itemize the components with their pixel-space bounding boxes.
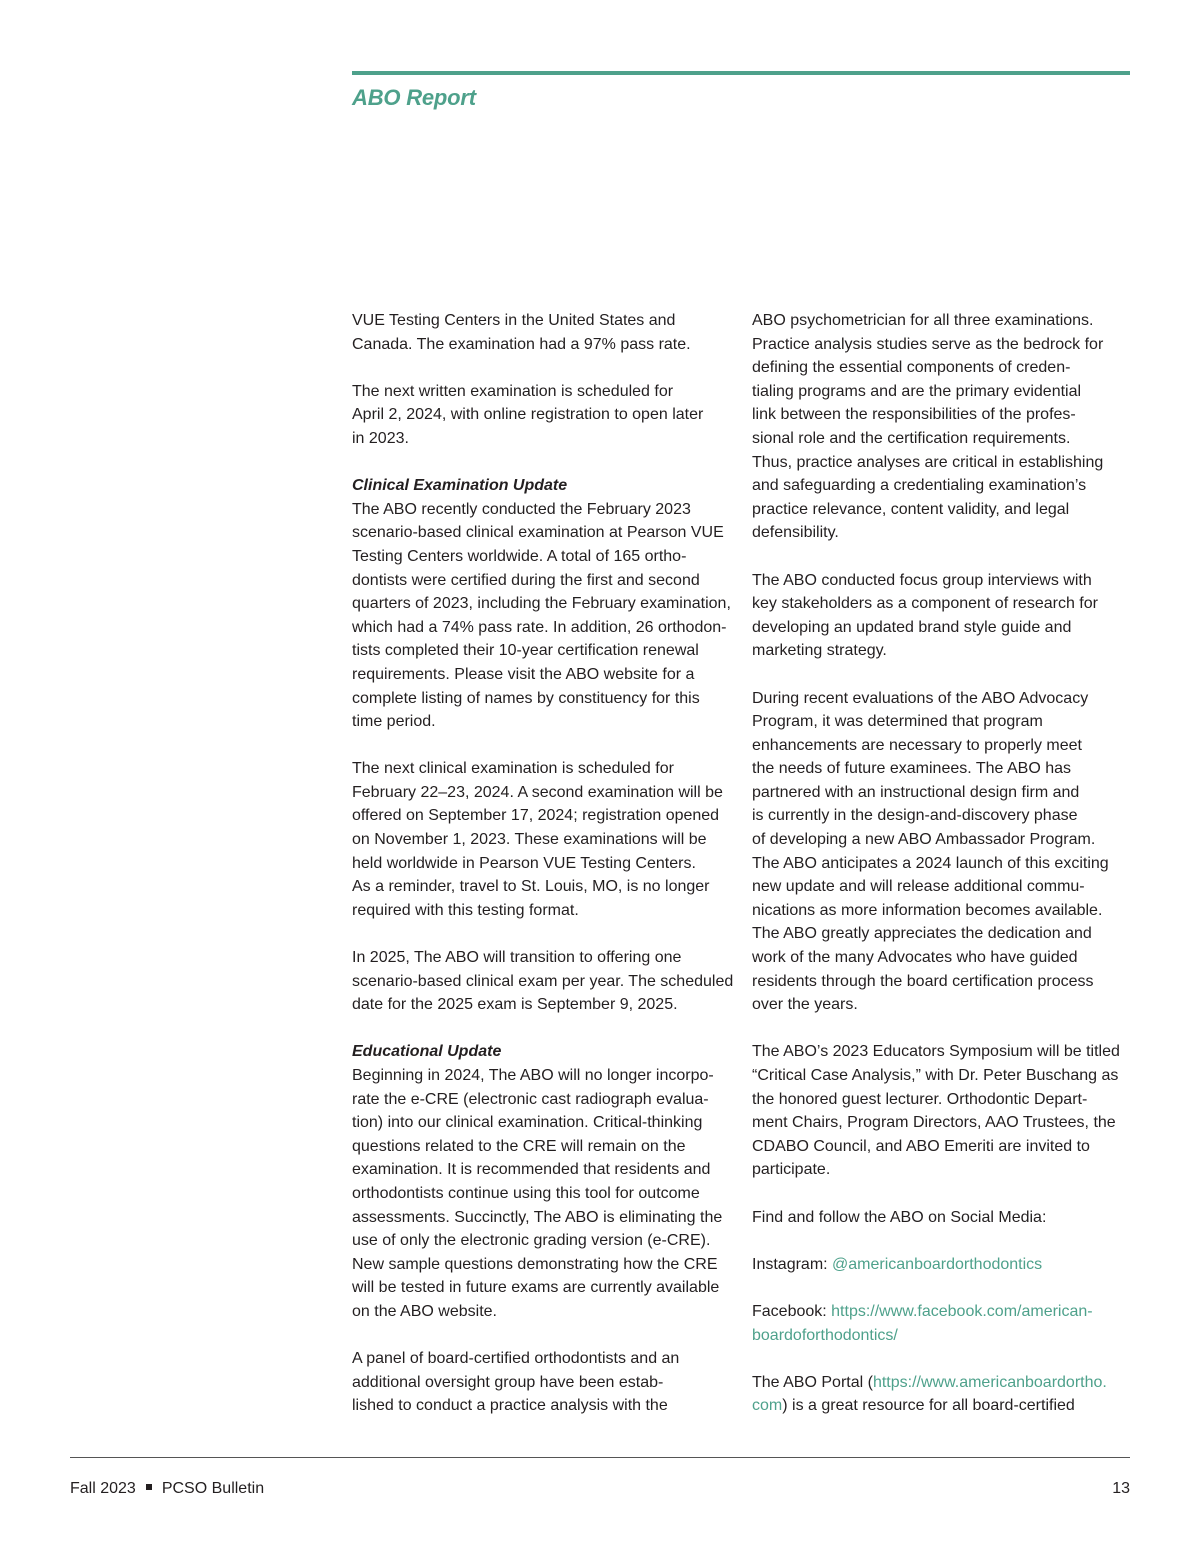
footer-publication: PCSO Bulletin — [161, 1480, 265, 1497]
educational-update-heading: Educational Update — [352, 1043, 502, 1061]
paragraph: During recent evaluations of the ABO Advocacy Program, it was determined that program enhancements are necessary to properly meet the needs of future examinees. The ABO has partnered with an instructional design firm and is currently in the design-and-discovery phase of developing a new ABO Ambassador Program. The ABO anticipates a 2024 launch of this exciting new update and will release additional commu- nications as more information becomes available. The ABO greatly appreciates the dedication and work of the many Advocates who have guided residents through the board certification process over the years. — [752, 689, 1109, 1014]
paragraph: A panel of board-certified orthodontists and an additional oversight group have been estab- lished to conduct a practice analysis with the — [352, 1350, 680, 1415]
paragraph: The ABO recently conducted the February 2023 scenario-based clinical examination at Pearson VUE Testing Centers worldwide. A total of 165 ortho- dontists were certified during the first and second quarters of 2023, including the February examination, which had a 74% pass rate. In addition, 26 orthodon- tists completed their 10-year certification renewal requirements. Please visit the ABO website for a complete listing of names by constituency for this time period. — [352, 500, 731, 731]
facebook-link[interactable]: https://www.facebook.com/american- boardoforthodontics/ — [752, 1302, 1093, 1344]
instagram-line — [752, 1253, 1136, 1277]
paragraph: VUE Testing Centers in the United States and Canada. The examination had a 97% pass rate. — [352, 312, 691, 353]
footer-rule — [70, 1457, 1130, 1458]
facebook-line — [752, 1300, 1136, 1347]
section-title: ABO Report — [352, 85, 476, 110]
facebook-label: Facebook: — [752, 1302, 832, 1320]
portal-link[interactable]: https://www.americanboardortho. com — [752, 1373, 1107, 1415]
bullet-separator-icon — [146, 1484, 152, 1490]
paragraph: The ABO’s 2023 Educators Symposium will be titled “Critical Case Analysis,” with Dr. Peter Buschang as the honored guest lecturer. Orthodontic Depart- ment Chairs, Program Directors, AAO Trustees, the CDABO Council, and ABO Emeriti are invited to participate. — [752, 1043, 1120, 1179]
paragraph: The next written examination is scheduled for April 2, 2024, with online registration to open later in 2023. — [352, 382, 704, 447]
paragraph: Beginning in 2024, The ABO will no longer incorpo- rate the e-CRE (electronic cast radiograph evalua- tion) into our clinical examination. Critical-thinking questions related to the CRE will remain on the examination. It is recommended that residents and orthodontists continue using this tool for outcome assessments. Succinctly, The ABO is eliminating the use of only the electronic grading version (e-CRE). New sample questions demonstrating how the CRE will be tested in future exams are currently available on the ABO website. — [352, 1067, 723, 1320]
left-column — [352, 309, 736, 1418]
instagram-link[interactable]: @americanboardorthodontics — [832, 1255, 1043, 1273]
header-rule — [352, 71, 1130, 75]
footer-issue: Fall 2023 — [70, 1480, 136, 1497]
instagram-label: Instagram: — [752, 1255, 833, 1273]
right-column — [752, 309, 1136, 1418]
portal-text-before: The ABO Portal ( — [752, 1373, 873, 1391]
paragraph: The ABO conducted focus group interviews with key stakeholders as a component of research for developing an updated brand style guide and marketing strategy. — [752, 571, 1098, 660]
paragraph: Find and follow the ABO on Social Media: — [752, 1208, 1047, 1226]
portal-text-after: ) is a great resource for all board-certified — [782, 1397, 1075, 1415]
clinical-exam-heading: Clinical Examination Update — [352, 477, 568, 495]
page-number: 13 — [1112, 1480, 1130, 1497]
paragraph: ABO psychometrician for all three examinations. Practice analysis studies serve as the bedrock for defining the essential components of creden- tialing programs and are the primary evidential link between the responsibilities of the profes- sional role and the certification requirements. Thus, practice analyses are critical in establishing and safeguarding a credentialing examination’s practice relevance, content validity, and legal defensibility. — [752, 312, 1104, 542]
paragraph: In 2025, The ABO will transition to offering one scenario-based clinical exam per year. The scheduled date for the 2025 exam is September 9, 2025. — [352, 949, 734, 1014]
footer-publication-info — [70, 1480, 264, 1498]
paragraph: The next clinical examination is scheduled for February 22–23, 2024. A second examination will be offered on September 17, 2024; registration opened on November 1, 2023. These examinations will be held worldwide in Pearson VUE Testing Centers. As a reminder, travel to St. Louis, MO, is no longer required with this testing format. — [352, 760, 723, 919]
portal-line — [752, 1371, 1136, 1418]
